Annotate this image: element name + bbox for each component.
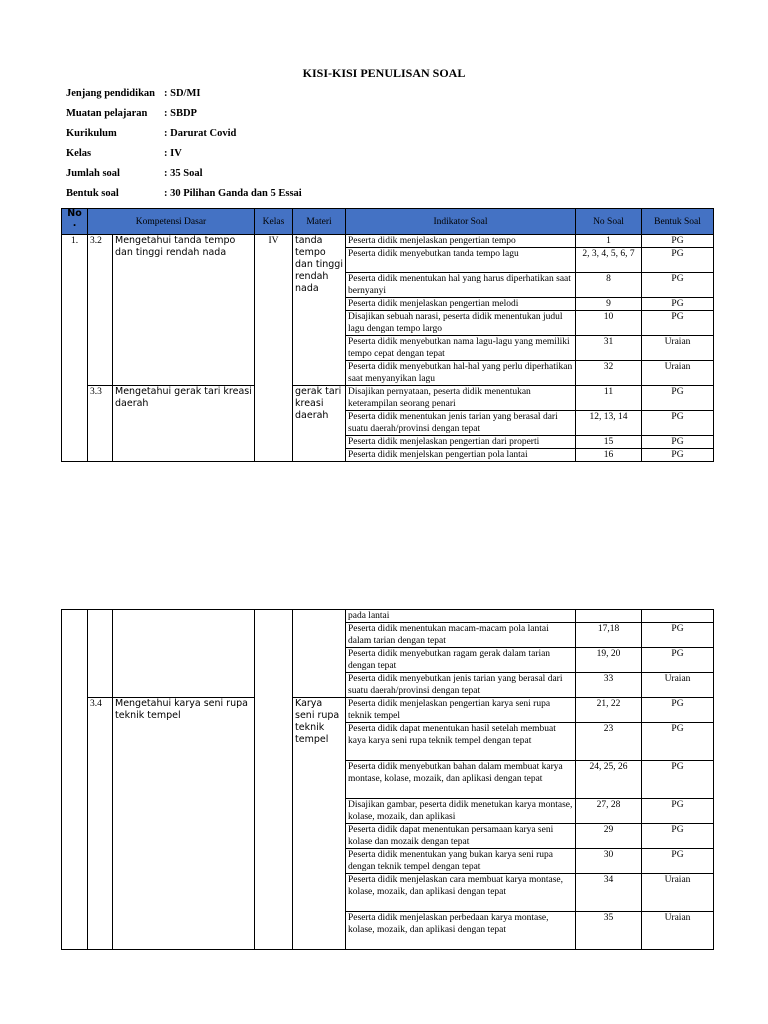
bentuk-soal-cell: PG bbox=[642, 248, 714, 273]
no-soal-cell: 2, 3, 4, 5, 6, 7 bbox=[576, 248, 642, 273]
indikator-cell: Peserta didik dapat menentukan persamaan karya seni kolase dan mozaik dengan tepat bbox=[346, 824, 576, 849]
indikator-cell: Peserta didik menyebutkan jenis tarian yang berasal dari suatu daerah/provinsi dengan tepat bbox=[346, 673, 576, 698]
header-no: No . bbox=[62, 209, 88, 235]
indikator-cell: Peserta didik menentukan macam-macam pola lantai dalam tarian dengan tepat bbox=[346, 623, 576, 648]
meta-row bbox=[66, 106, 302, 126]
bentuk-soal-cell: PG bbox=[642, 436, 714, 449]
kd-code-cell bbox=[88, 610, 113, 698]
no-soal-cell: 11 bbox=[576, 386, 642, 411]
bentuk-soal-cell: PG bbox=[642, 648, 714, 673]
bentuk-soal-cell: Uraian bbox=[642, 673, 714, 698]
bentuk-soal-cell: PG bbox=[642, 311, 714, 336]
indikator-cell: Peserta didik menyebutkan nama lagu-lagu yang memiliki tempo cepat dengan tepat bbox=[346, 336, 576, 361]
bentuk-soal-cell: Uraian bbox=[642, 361, 714, 386]
kelas-value: IV bbox=[255, 235, 293, 462]
bentuk-soal-cell: PG bbox=[642, 799, 714, 824]
no-soal-cell: 32 bbox=[576, 361, 642, 386]
materi-text: Karya seni rupa teknik tempel bbox=[293, 698, 346, 950]
meta-label: Jenjang pendidikan bbox=[66, 88, 155, 99]
indikator-cell: Peserta didik menjelaskan pengertian tempo bbox=[346, 235, 576, 248]
bentuk-soal-cell: PG bbox=[642, 723, 714, 761]
no-soal-cell: 9 bbox=[576, 298, 642, 311]
no-soal-cell: 19, 20 bbox=[576, 648, 642, 673]
bentuk-soal-cell: PG bbox=[642, 298, 714, 311]
bentuk-soal-cell: PG bbox=[642, 386, 714, 411]
indikator-cell: Disajikan pernyataan, peserta didik menentukan keterampilan seorang penari bbox=[346, 386, 576, 411]
kd-text-cell bbox=[113, 610, 255, 698]
meta-row bbox=[66, 146, 302, 166]
no-soal-cell: 24, 25, 26 bbox=[576, 761, 642, 799]
indikator-cell: Peserta didik menjelaskan pengertian karya seni rupa teknik tempel bbox=[346, 698, 576, 723]
meta-label: Muatan pelajaran bbox=[66, 108, 148, 119]
indikator-cell: Peserta didik menjelskan pengertian pola lantai bbox=[346, 449, 576, 462]
kisi-table-page-1 bbox=[61, 208, 714, 462]
no-soal-cell: 16 bbox=[576, 449, 642, 462]
meta-value: : SBDP bbox=[164, 108, 197, 119]
no-soal-cell: 1 bbox=[576, 235, 642, 248]
header-no-soal: No Soal bbox=[576, 209, 642, 235]
meta-value: : 35 Soal bbox=[164, 168, 203, 179]
materi-text: tanda tempo dan tinggi rendah nada bbox=[293, 235, 346, 386]
kd-code: 3.3 bbox=[88, 386, 113, 462]
indikator-cell: Peserta didik menyebutkan ragam gerak dalam tarian dengan tepat bbox=[346, 648, 576, 673]
indikator-cell: Peserta didik menentukan yang bukan karya seni rupa dengan teknik tempel dengan tepat bbox=[346, 849, 576, 874]
kd-text: Mengetahui karya seni rupa teknik tempel bbox=[113, 698, 255, 950]
indikator-cell: Disajikan gambar, peserta didik menetukan karya montase, kolase, mozaik, dan aplikasi bbox=[346, 799, 576, 824]
meta-value: : 30 Pilihan Ganda dan 5 Essai bbox=[164, 188, 302, 199]
kisi-table-page-2 bbox=[61, 609, 714, 950]
no-soal-cell: 23 bbox=[576, 723, 642, 761]
meta-label: Kurikulum bbox=[66, 128, 117, 139]
row-number-cell bbox=[62, 610, 88, 950]
bentuk-soal-cell: PG bbox=[642, 698, 714, 723]
meta-block bbox=[66, 86, 302, 206]
header-materi: Materi bbox=[293, 209, 346, 235]
bentuk-soal-cell: Uraian bbox=[642, 874, 714, 912]
no-soal-cell: 34 bbox=[576, 874, 642, 912]
bentuk-soal-cell: PG bbox=[642, 411, 714, 436]
meta-label: Kelas bbox=[66, 148, 92, 159]
kd-code: 3.2 bbox=[88, 235, 113, 386]
no-soal-cell: 10 bbox=[576, 311, 642, 336]
kd-code: 3.4 bbox=[88, 698, 113, 950]
indikator-cell: Disajikan sebuah narasi, peserta didik menentukan judul lagu dengan tempo largo bbox=[346, 311, 576, 336]
bentuk-soal-cell: Uraian bbox=[642, 336, 714, 361]
header-bentuk-soal: Bentuk Soal bbox=[642, 209, 714, 235]
row-number: 1. bbox=[62, 235, 88, 462]
indikator-cell: Peserta didik menentukan hal yang harus diperhatikan saat bernyanyi bbox=[346, 273, 576, 298]
no-soal-cell: 31 bbox=[576, 336, 642, 361]
kd-text: Mengetahui gerak tari kreasi daerah bbox=[113, 386, 255, 462]
no-soal-cell: 35 bbox=[576, 912, 642, 950]
materi-text: gerak tari kreasi daerah bbox=[293, 386, 346, 462]
meta-value: : IV bbox=[164, 148, 182, 159]
no-soal-cell: 17,18 bbox=[576, 623, 642, 648]
bentuk-soal-cell: PG bbox=[642, 761, 714, 799]
bentuk-soal-cell: PG bbox=[642, 824, 714, 849]
indikator-cell: pada lantai bbox=[346, 610, 576, 623]
bentuk-soal-cell: PG bbox=[642, 849, 714, 874]
header-indikator-soal: Indikator Soal bbox=[346, 209, 576, 235]
indikator-cell: Peserta didik menjelaskan perbedaan karya montase, kolase, mozaik, dan aplikasi dengan tepat bbox=[346, 912, 576, 950]
meta-label: Jumlah soal bbox=[66, 168, 120, 179]
bentuk-soal-cell: Uraian bbox=[642, 912, 714, 950]
no-soal-cell: 21, 22 bbox=[576, 698, 642, 723]
no-soal-cell: 12, 13, 14 bbox=[576, 411, 642, 436]
indikator-cell: Peserta didik menyebutkan hal-hal yang perlu diperhatikan saat menyanyikan lagu bbox=[346, 361, 576, 386]
indikator-cell: Peserta didik menjelaskan pengertian dari properti bbox=[346, 436, 576, 449]
materi-cell bbox=[293, 610, 346, 698]
meta-row bbox=[66, 86, 302, 106]
indikator-cell: Peserta didik dapat menentukan hasil setelah membuat kaya karya seni rupa teknik tempel dengan tepat bbox=[346, 723, 576, 761]
bentuk-soal-cell: PG bbox=[642, 623, 714, 648]
no-soal-cell: 8 bbox=[576, 273, 642, 298]
no-soal-cell: 15 bbox=[576, 436, 642, 449]
indikator-cell: Peserta didik menjelaskan cara membuat karya montase, kolase, mozaik, dan aplikasi dengan tepat bbox=[346, 874, 576, 912]
bentuk-soal-cell: PG bbox=[642, 235, 714, 248]
no-soal-cell: 27, 28 bbox=[576, 799, 642, 824]
indikator-cell: Peserta didik menyebutkan bahan dalam membuat karya montase, kolase, mozaik, dan aplikasi dengan tepat bbox=[346, 761, 576, 799]
bentuk-soal-cell bbox=[642, 610, 714, 623]
meta-row bbox=[66, 186, 302, 206]
meta-row bbox=[66, 166, 302, 186]
meta-row bbox=[66, 126, 302, 146]
bentuk-soal-cell: PG bbox=[642, 273, 714, 298]
no-soal-cell: 30 bbox=[576, 849, 642, 874]
document-title: KISI-KISI PENULISAN SOAL bbox=[302, 66, 466, 80]
no-soal-cell bbox=[576, 610, 642, 623]
indikator-cell: Peserta didik menyebutkan tanda tempo lagu bbox=[346, 248, 576, 273]
meta-value: : SD/MI bbox=[164, 88, 201, 99]
indikator-cell: Peserta didik menjelaskan pengertian melodi bbox=[346, 298, 576, 311]
kelas-cell bbox=[255, 610, 293, 950]
header-kelas: Kelas bbox=[255, 209, 293, 235]
header-kompetensi-dasar: Kompetensi Dasar bbox=[88, 209, 255, 235]
no-soal-cell: 29 bbox=[576, 824, 642, 849]
no-soal-cell: 33 bbox=[576, 673, 642, 698]
meta-label: Bentuk soal bbox=[66, 188, 119, 199]
meta-value: : Darurat Covid bbox=[164, 128, 237, 139]
indikator-cell: Peserta didik menentukan jenis tarian yang berasal dari suatu daerah/provinsi dengan tepat bbox=[346, 411, 576, 436]
bentuk-soal-cell: PG bbox=[642, 449, 714, 462]
kd-text: Mengetahui tanda tempo dan tinggi rendah nada bbox=[113, 235, 255, 386]
